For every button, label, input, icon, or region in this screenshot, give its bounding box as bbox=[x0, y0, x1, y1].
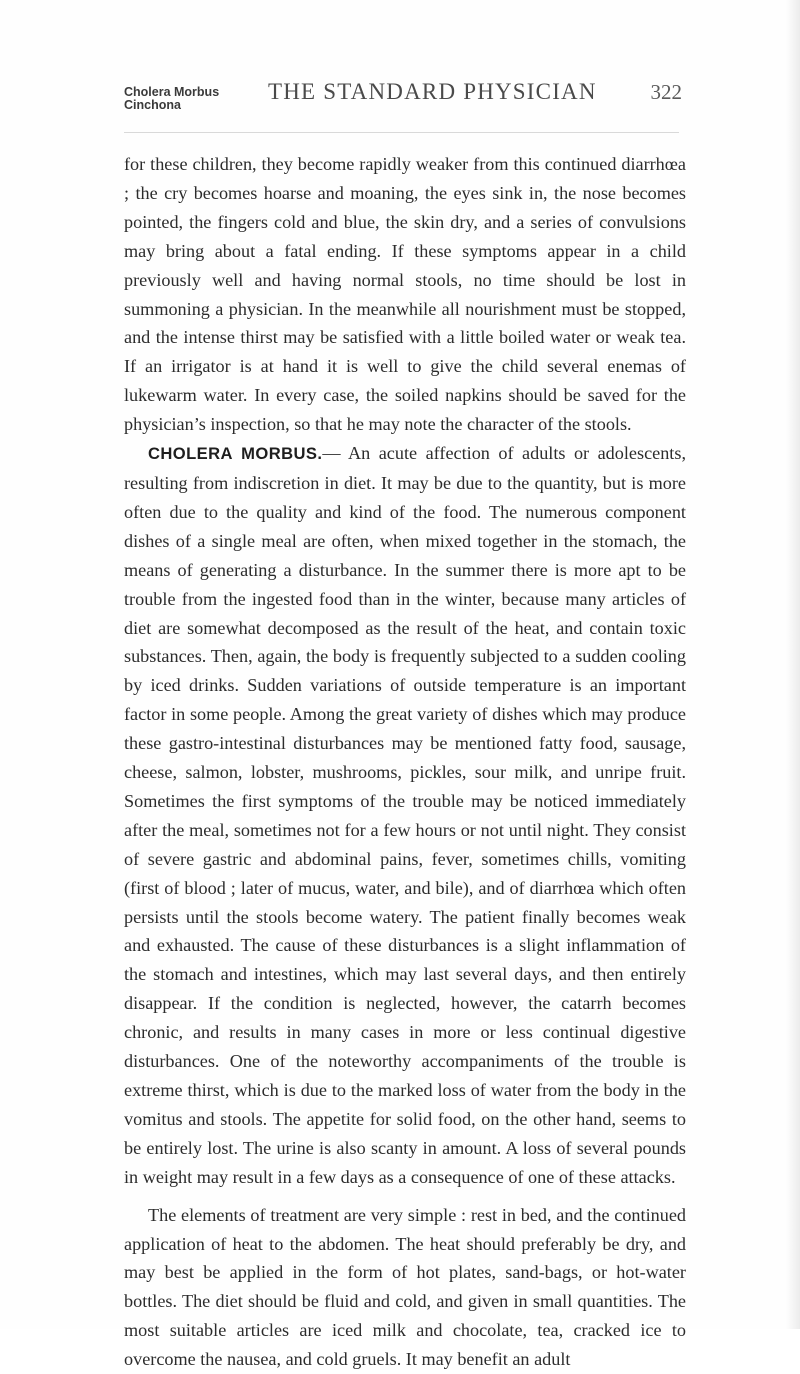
section-labels bbox=[124, 86, 219, 112]
section-label-second: Cinchona bbox=[124, 98, 181, 112]
entry-text: — An acute affection of adults or adolescents, resulting from indiscretion in diet. It may be due to the quantity, but is more often due to the quality and kind of the food. The numerous component dishes of a single meal are often, when mixed together in the stomach, the means of generating a disturbance. In the summer there is more apt to be trouble from the ingested food than in the winter, because many articles of diet are somewhat decomposed as the result of the heat, and contain toxic substances. Then, again, the body is frequently subjected to a sudden cooling by iced drinks. Sudden variations of outside temperature is an important factor in some people. Among the great variety of dishes which may produce these gastro-intestinal disturbances may be mentioned fatty food, sausage, cheese, salmon, lobster, mushrooms, pickles, sour milk, and unripe fruit. Sometimes the first symptoms of the trouble may be noticed immediately after the meal, sometimes not for a few hours or not until night. They consist of severe gastric and abdominal pains, fever, sometimes chills, vomiting (first of blood ; later of mucus, water, and bile), and of diarrhœa which often persists until the stools become watery. The patient finally becomes weak and exhausted. The cause of these disturbances is a slight inflammation of the stomach and intestines, which may last several days, and then entirely disappear. If the condition is neglected, however, the catarrh becomes chronic, and results in many cases in more or less continual digestive disturbances. One of the noteworthy accompaniments of the trouble is extreme thirst, which is due to the marked loss of water from the body in the vomitus and stools. The appetite for solid food, on the other hand, seems to be entirely lost. The urine is also scanty in amount. A loss of several pounds in weight may result in a few days as a consequence of one of these attacks. bbox=[124, 443, 686, 1187]
section-label-first: Cholera Morbus bbox=[124, 85, 220, 99]
page-number: 322 bbox=[650, 80, 682, 104]
page-edge-shadow bbox=[786, 0, 800, 1329]
treatment-paragraph: The elements of treatment are very simple : rest in bed, and the continued application of heat to the abdomen. The heat should preferably be dry, and may best be applied in the form of hot plates, sand-bags, or hot-water bottles. The diet should be fluid and cold, and given in small quantities. The most suitable articles are iced milk and chocolate, tea, cracked ice to overcome the nausea, and cold gruels. It may benefit an adult bbox=[124, 1204, 686, 1370]
cholera-morbus-entry bbox=[124, 439, 686, 1192]
running-title: THE STANDARD PHYSICIAN bbox=[268, 79, 597, 104]
paragraph-continued: for these children, they become rapidly weaker from this continued diarrhœa ; the cry becomes hoarse and moaning, the eyes sink in, the nose becomes pointed, the fingers cold and blue, the skin dry, and a series of convulsions may bring about a fatal ending. If these symptoms appear in a child previously well and having normal stools, no time should be lost in summoning a physician. In the meanwhile all nourishment must be stopped, and the intense thirst may be satisfied with a little boiled water or weak tea. If an irrigator is at hand it is well to give the child several enemas of lukewarm water. In every case, the soiled napkins should be saved for the physician’s inspection, so that he may note the character of the stools. bbox=[124, 154, 686, 435]
body-text bbox=[124, 150, 686, 1374]
header-rule bbox=[124, 132, 679, 133]
entry-heading: CHOLERA MORBUS. bbox=[148, 444, 323, 464]
